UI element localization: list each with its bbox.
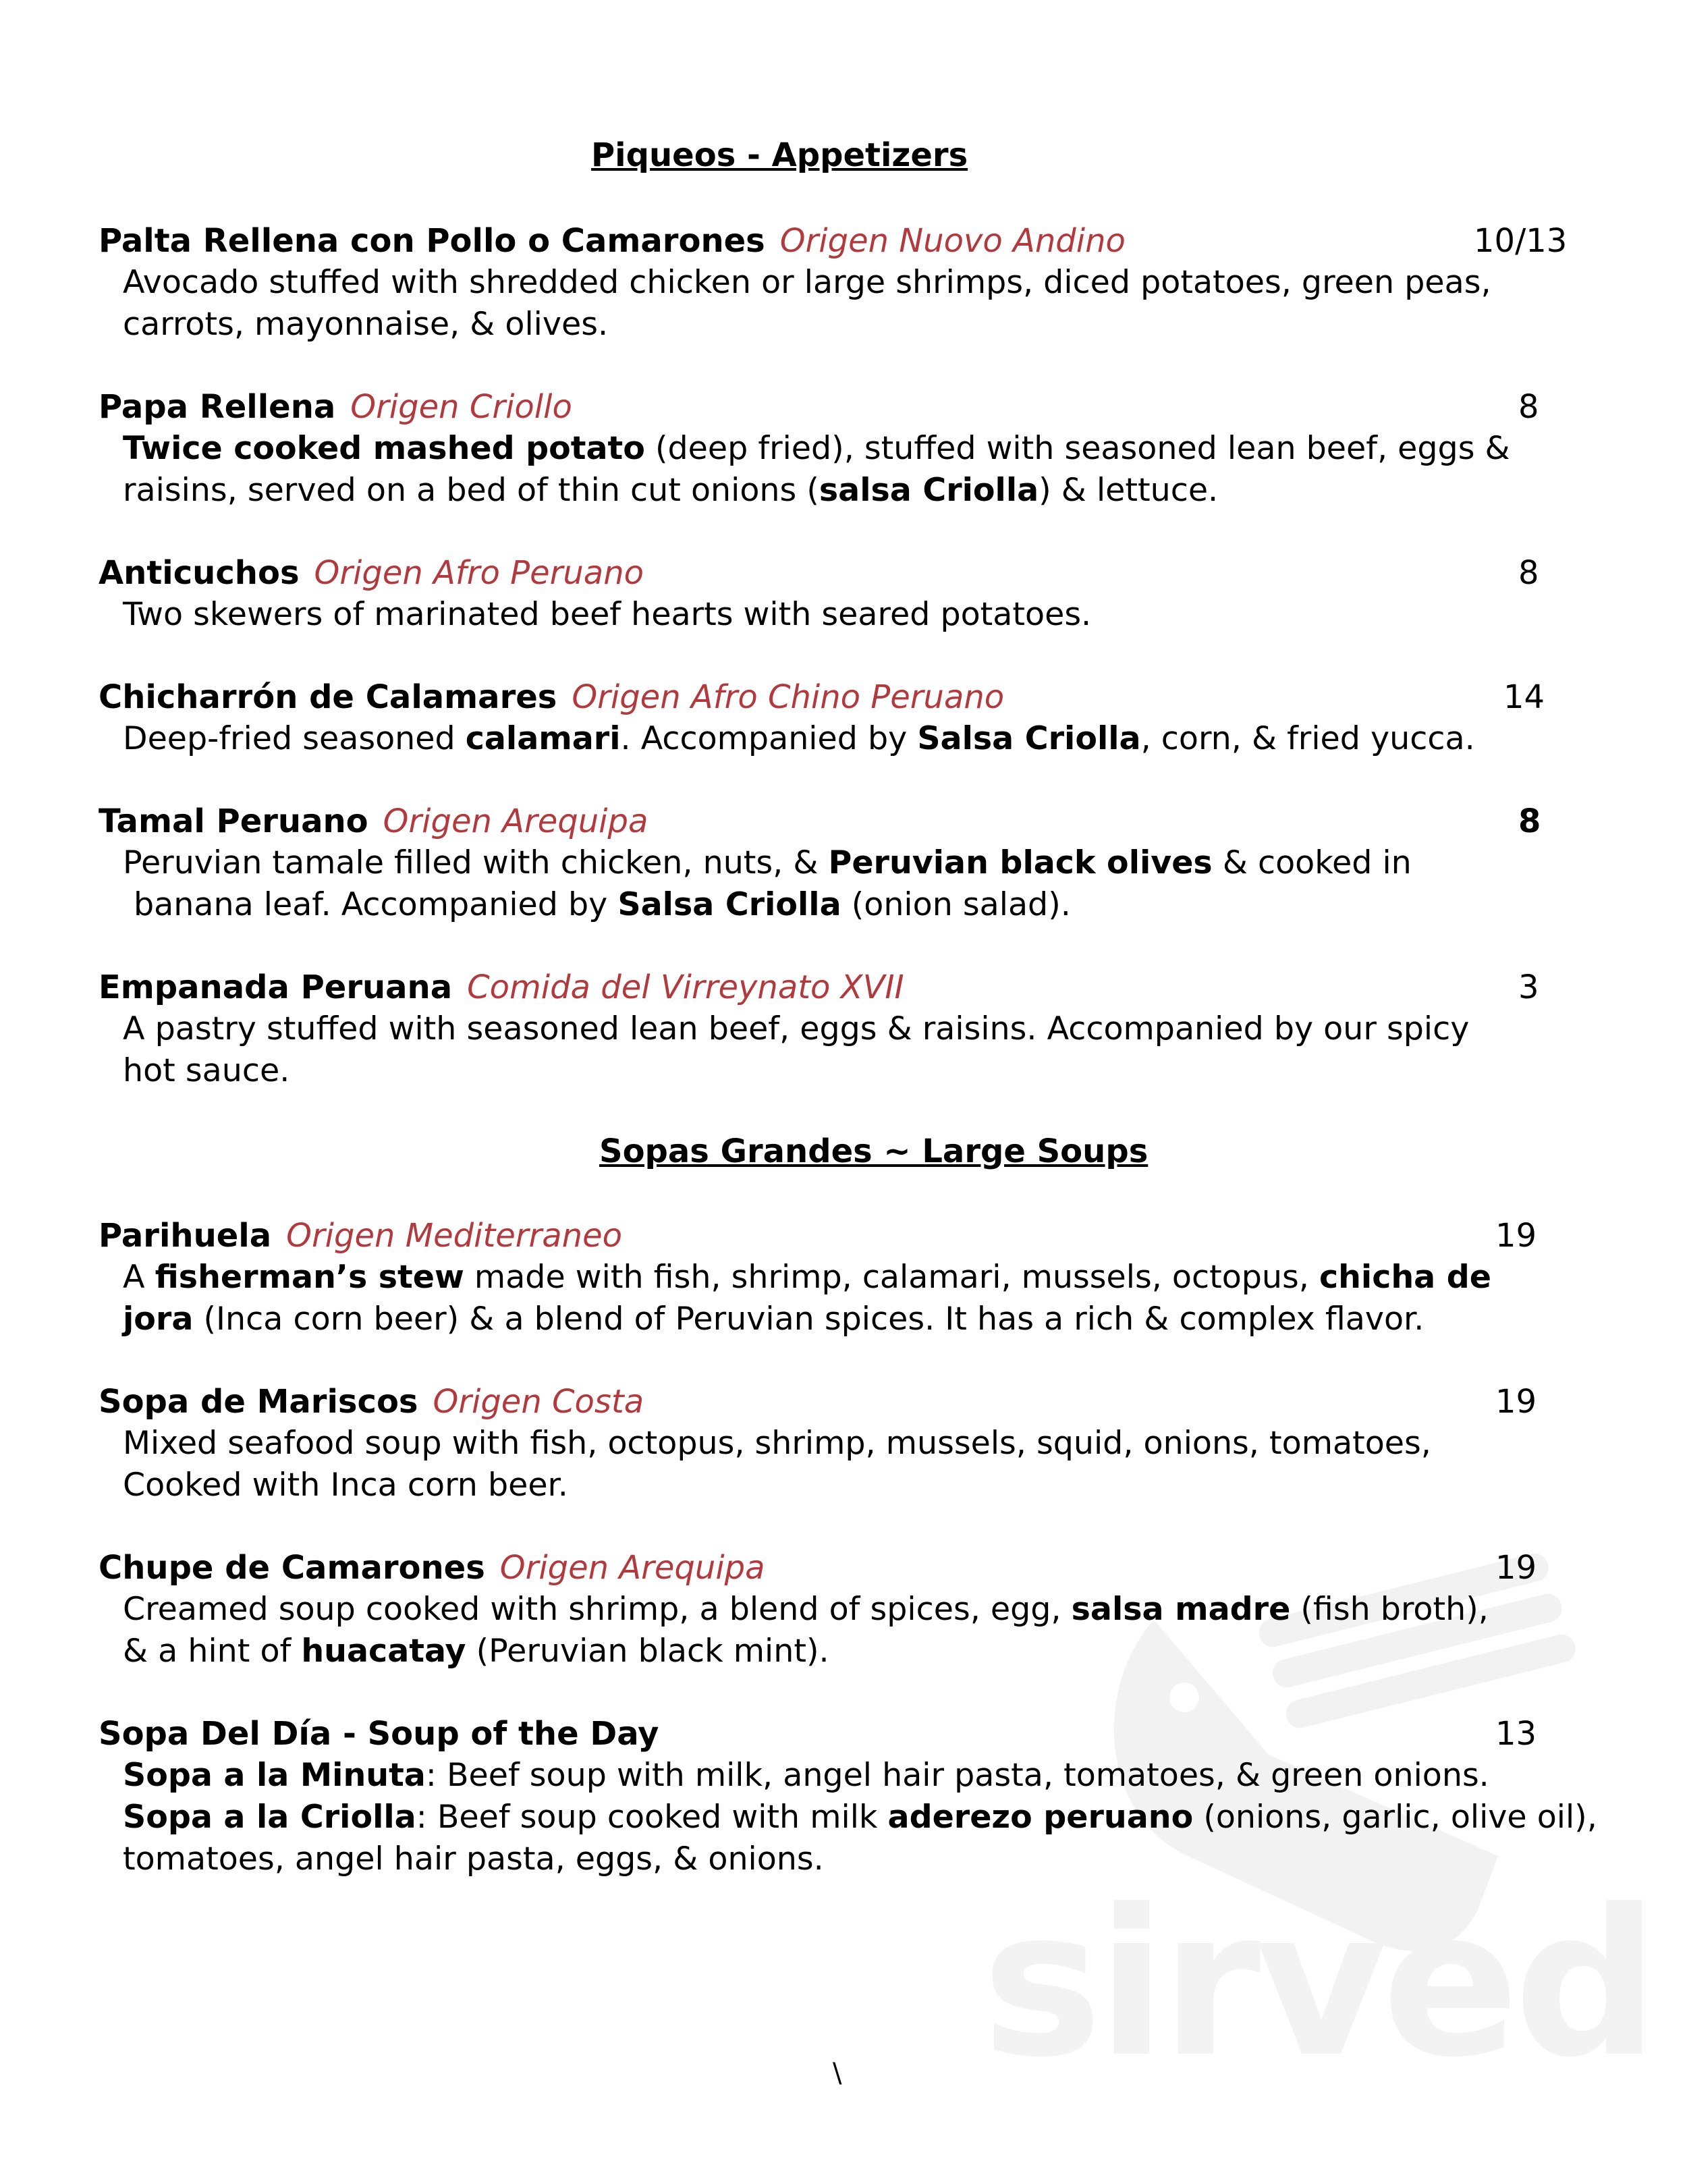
item-description: & a hint of huacatay (Peruvian black mint). xyxy=(123,1633,829,1670)
menu-item xyxy=(99,1547,1583,1672)
menu-item xyxy=(99,386,1583,512)
item-price: 8 xyxy=(1518,554,1539,592)
menu-item xyxy=(99,800,1583,926)
item-name: Tamal Peruano xyxy=(99,802,368,840)
item-name: Parihuela xyxy=(99,1217,272,1255)
item-price: 19 xyxy=(1495,1217,1537,1255)
watermark-text: sirved xyxy=(982,1866,1654,2102)
menu-item xyxy=(99,1215,1583,1340)
menu-item xyxy=(99,676,1583,760)
item-price: 10/13 xyxy=(1474,222,1568,260)
item-description: Avocado stuffed with shredded chicken or large shrimps, diced potatoes, green peas, xyxy=(123,264,1491,301)
item-description: banana leaf. Accompanied by Salsa Criolla (onion salad). xyxy=(134,886,1071,923)
menu-item xyxy=(99,1713,1597,1880)
item-description: jora (Inca corn beer) & a blend of Peruvian spices. It has a rich & complex flavor. xyxy=(123,1301,1425,1338)
item-origin: Origen Nuovo Andino xyxy=(779,222,1126,260)
section-heading-soups: Sopas Grandes ~ Large Soups xyxy=(599,1132,1149,1170)
item-description: Peruvian tamale filled with chicken, nuts, & Peruvian black olives & cooked in xyxy=(123,844,1412,881)
item-description: Sopa a la Minuta: Beef soup with milk, angel hair pasta, tomatoes, & green onions. xyxy=(123,1757,1489,1794)
item-description: A pastry stuffed with seasoned lean beef, eggs & raisins. Accompanied by our spicy xyxy=(123,1010,1470,1047)
item-origin: Origen Afro Chino Peruano xyxy=(572,678,1005,716)
item-name: Palta Rellena con Pollo o Camarones xyxy=(99,222,765,260)
item-name: Chicharrón de Calamares xyxy=(99,678,557,716)
menu-item xyxy=(99,220,1583,346)
item-origin: Origen Arequipa xyxy=(499,1549,765,1587)
menu-item xyxy=(99,1381,1583,1506)
item-price: 3 xyxy=(1518,968,1539,1006)
item-price: 19 xyxy=(1495,1549,1537,1587)
item-description: hot sauce. xyxy=(123,1052,290,1089)
item-origin: Origen Costa xyxy=(433,1383,644,1421)
item-price: 8 xyxy=(1518,388,1539,426)
item-description: carrots, mayonnaise, & olives. xyxy=(123,306,609,343)
item-description: Mixed seafood soup with fish, octopus, shrimp, mussels, squid, onions, tomatoes, xyxy=(123,1425,1431,1462)
item-name: Anticuchos xyxy=(99,554,300,592)
item-origin: Origen Mediterraneo xyxy=(286,1217,622,1255)
item-description: Creamed soup cooked with shrimp, a blend of spices, egg, salsa madre (fish broth), xyxy=(123,1591,1489,1628)
item-name: Chupe de Camarones xyxy=(99,1549,485,1587)
item-origin: Origen Afro Peruano xyxy=(314,554,644,592)
item-origin: Comida del Virreynato XVII xyxy=(467,968,904,1006)
item-description: Twice cooked mashed potato (deep fried), stuffed with seasoned lean beef, eggs & xyxy=(123,430,1510,467)
item-name: Papa Rellena xyxy=(99,388,336,426)
menu-item xyxy=(99,552,1583,636)
footer-mark: \ xyxy=(833,2058,842,2089)
item-description: raisins, served on a bed of thin cut onions (salsa Criolla) & lettuce. xyxy=(123,472,1219,509)
item-description: Cooked with Inca corn beer. xyxy=(123,1467,568,1504)
item-name: Sopa de Mariscos xyxy=(99,1383,418,1421)
item-name: Sopa Del Día - Soup of the Day xyxy=(99,1715,659,1753)
item-description: tomatoes, angel hair pasta, eggs, & onions. xyxy=(123,1840,824,1878)
item-description: Two skewers of marinated beef hearts with seared potatoes. xyxy=(123,596,1092,633)
item-price: 13 xyxy=(1495,1715,1537,1753)
item-price: 14 xyxy=(1503,678,1545,716)
item-origin: Origen Arequipa xyxy=(383,802,648,840)
item-origin: Origen Criollo xyxy=(350,388,572,426)
item-price: 19 xyxy=(1495,1383,1537,1421)
menu-item xyxy=(99,966,1583,1092)
item-description: Sopa a la Criolla: Beef soup cooked with milk aderezo peruano (onions, garlic, olive oil), xyxy=(123,1799,1597,1836)
item-description: A fisherman’s stew made with fish, shrimp, calamari, mussels, octopus, chicha de xyxy=(123,1259,1491,1296)
section-heading-appetizers: Piqueos - Appetizers xyxy=(591,136,968,174)
item-price: 8 xyxy=(1518,802,1541,840)
item-name: Empanada Peruana xyxy=(99,968,453,1006)
item-description: Deep-fried seasoned calamari. Accompanied by Salsa Criolla, corn, & fried yucca. xyxy=(123,720,1475,757)
